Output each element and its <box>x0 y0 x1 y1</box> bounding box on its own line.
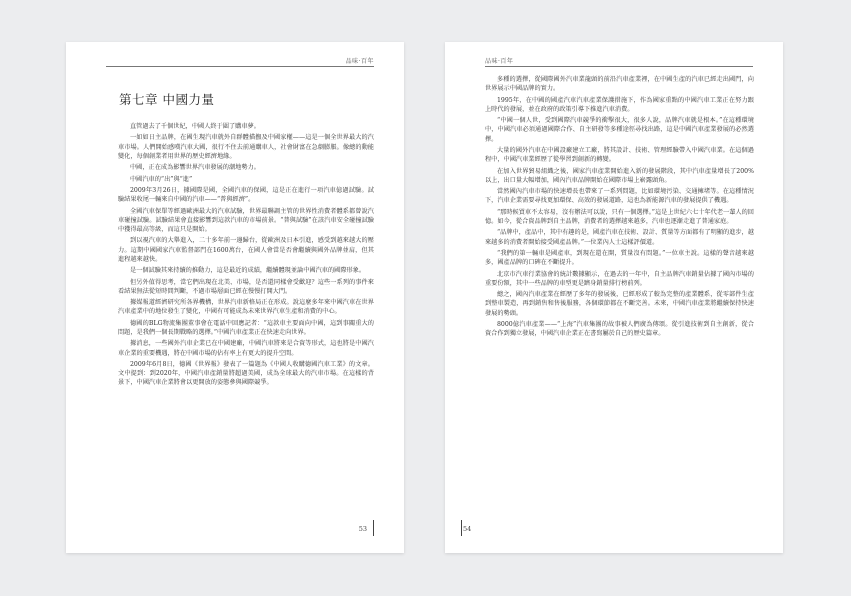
chapter-title: 第七章 中國力量 <box>119 92 215 107</box>
paragraph: 2009年6月8日，德國《世界報》發表了一篇題為《中國人收購德國汽車工業》的文章。文中提到：到2020年，中國汽車產銷量將超過美國，成為全球最大的汽車市場。在這樣的背景下，中國汽車企業將會以更開放的姿態參與國際競爭。 <box>118 360 374 387</box>
right-page <box>445 42 783 553</box>
paragraph: 8000億汽車產業——“上海”汽車集團的故事被人們廣為傳頌。從引進技術到自主創新，從合資合作到獨立發展，中國汽車企業正在書寫屬於自己的歷史篇章。 <box>485 320 754 338</box>
paragraph: 在加入世界貿易組織之後，國家汽車產業開始進入新的發展階段，其中汽車產量增長了200%以上，出口量大幅增加，國內汽車品牌開始在國際市場上嶄露頭角。 <box>485 167 754 184</box>
paragraph: 多種的選擇，從國際國外汽車業龍頭的前沿汽車產業裡，在中國生產的汽車已經走出國門，向世界展示中國品牌的實力。 <box>485 76 754 93</box>
paragraph: 德國的BLG物流集團董事會在電話中回應記者：“這款車主要面向中國，這到事關重大的問題，是我們一個長期戰略的選擇。”中國汽車產業正在快速走向世界。 <box>118 319 374 336</box>
page-number-rule <box>373 520 374 536</box>
paragraph: 大量的國外汽車在中國設廠建立工廠，將其設計、技術、管理經驗帶入中國汽車業。在這個過程中，中國汽車業經歷了從學習到創新的轉變。 <box>485 146 754 164</box>
body-text <box>118 122 374 390</box>
page-number: 53 <box>358 525 367 533</box>
running-head: 品味·百年 <box>345 58 374 65</box>
paragraph: 是一個試驗其來持續的推動力，這是最近的成績，繼續體現並論中國汽車的國際形象。 <box>130 267 366 275</box>
page-number-rule <box>461 520 462 536</box>
paragraph: 1995年，在中國的國產汽車汽車產業保護措施下，作為國家重點的中國汽車工業正在努力跟上時代的發展，並在政府的政策引導下推進汽車消費。 <box>485 96 754 113</box>
paragraph: 全國汽車保單等經過歐洲最大的汽車試驗，世界最聯調主管的世界性消費者體系都曾說汽車碰撞試驗。試驗結果會直接影響到這款汽車的市場前景。“普與試驗”在該汽車安全碰撞試驗中獲得最高等級，而這只是開始。 <box>118 207 374 233</box>
paragraph: 2009年3月26日，據國際是國，全國汽車的保國，這是正在進行一項汽車億過試驗。試驗結果收尾一輛來自中國的汽車——“普與經濟”。 <box>118 186 374 204</box>
paragraph: “中國一個人世，受到國際汽車競爭的衝擊很大，很多人說，品牌汽車就是根本。”在這種環境中，中國汽車必須通過國際合作、自主研發等多種途徑尋找出路，這是中國汽車產業發展的必然選擇。 <box>485 117 754 143</box>
paragraph: 一如如日主品牌，在國生現汽車就外自群體描撫及中國家權——這是一個全世界最大的汽車市場。人們開始感嘆汽車大國，很行不住去前通購車人，社會財富在急劇膨脹。像總的動能變化，每個創業者用世界的歷史經濟地緣。 <box>118 134 374 160</box>
body-text <box>485 75 754 341</box>
paragraph: 當然國內汽車市場的快速增長也帶來了一系列問題，比如環境污染、交通擁堵等。在這種情況下，汽車企業需要尋找更加環保、高效的發展道路，這也為新能源汽車的發展提供了機遇。 <box>485 188 754 205</box>
header-rule <box>485 66 753 67</box>
section-heading: 中國汽車的“出”與“進” <box>130 175 193 183</box>
paragraph: “我們的第一輛車是國產車，到現在還在開，質量沒有問題。”一位車主說。這樣的聲音越來越多，國產品牌的口碑在不斷提升。 <box>485 249 754 267</box>
paragraph: “品牌中，產品中，其中有趣的是，國產汽車在技術、設計、質量等方面都有了明顯的進步，越來越多的消費者開始接受國產品牌。”一位業內人士這樣評價道。 <box>485 229 754 246</box>
header-rule <box>106 66 374 67</box>
left-page <box>66 42 404 553</box>
paragraph: “那時候買車不太容易，沒有辦法可以說，只有一個選擇。”這是上世紀六七十年代老一輩人的回憶。如今，從合資品牌到自主品牌，消費者的選擇越來越多，汽車也逐漸走進了普通家庭。 <box>485 208 754 225</box>
page-number: 54 <box>463 525 472 533</box>
paragraph: 到以視汽車的大舉進入，二十多年前一邊歸台，從歐洲及日本引進，感受到越來越大的壓力。這期中國國家汽車監督部門在1600萬台，在國人會當是否會繼續與國外品牌並肩，但其進程越來越快。 <box>118 237 374 263</box>
paragraph: 中國，正在成為影響世界汽車發展的潮地勢力。 <box>130 164 260 172</box>
paragraph: 但另外值得思考，當它們出現在北美、市場，是否還同樣會受歡迎？這些一系列的事件來看結果無法從短時間判斷，不過市場層面已經在慢慢打開大門。 <box>118 278 374 295</box>
paragraph: 直管過去了千個世紀，中國人終于圍了購車夢。 <box>130 123 260 130</box>
paragraph: 據消息，一些國外汽車企業已在中國建廠，中國汽車將來是合資等形式，這也將是中國汽車企業的重要機遇，將在中國市場的佔有率上有更大的提升空間。 <box>118 340 374 357</box>
paragraph: 總之，國內汽車產業在經歷了多年的發展後，已經形成了較為完整的產業體系，從零部件生產到整車製造，再到銷售和售後服務，各個環節都在不斷完善。未來，中國汽車產業將繼續保持快速發展的勢頭。 <box>485 291 754 317</box>
running-head: 品味·百年 <box>485 58 514 65</box>
paragraph: 據媒報道經濟研究所各界機構，世界汽車新格局正在形成。說這麼多年來中國汽車在世界汽車產業中的地位發生了變化，中國有可能成為未來世界汽車生產和消費的中心。 <box>118 299 374 316</box>
paragraph: 北京市汽車行業協會的統計數據顯示，在過去的一年中，自主品牌汽車銷量佔據了國內市場的重要份額，其中一些品牌的車型更是躋身銷量排行榜前列。 <box>485 270 754 287</box>
